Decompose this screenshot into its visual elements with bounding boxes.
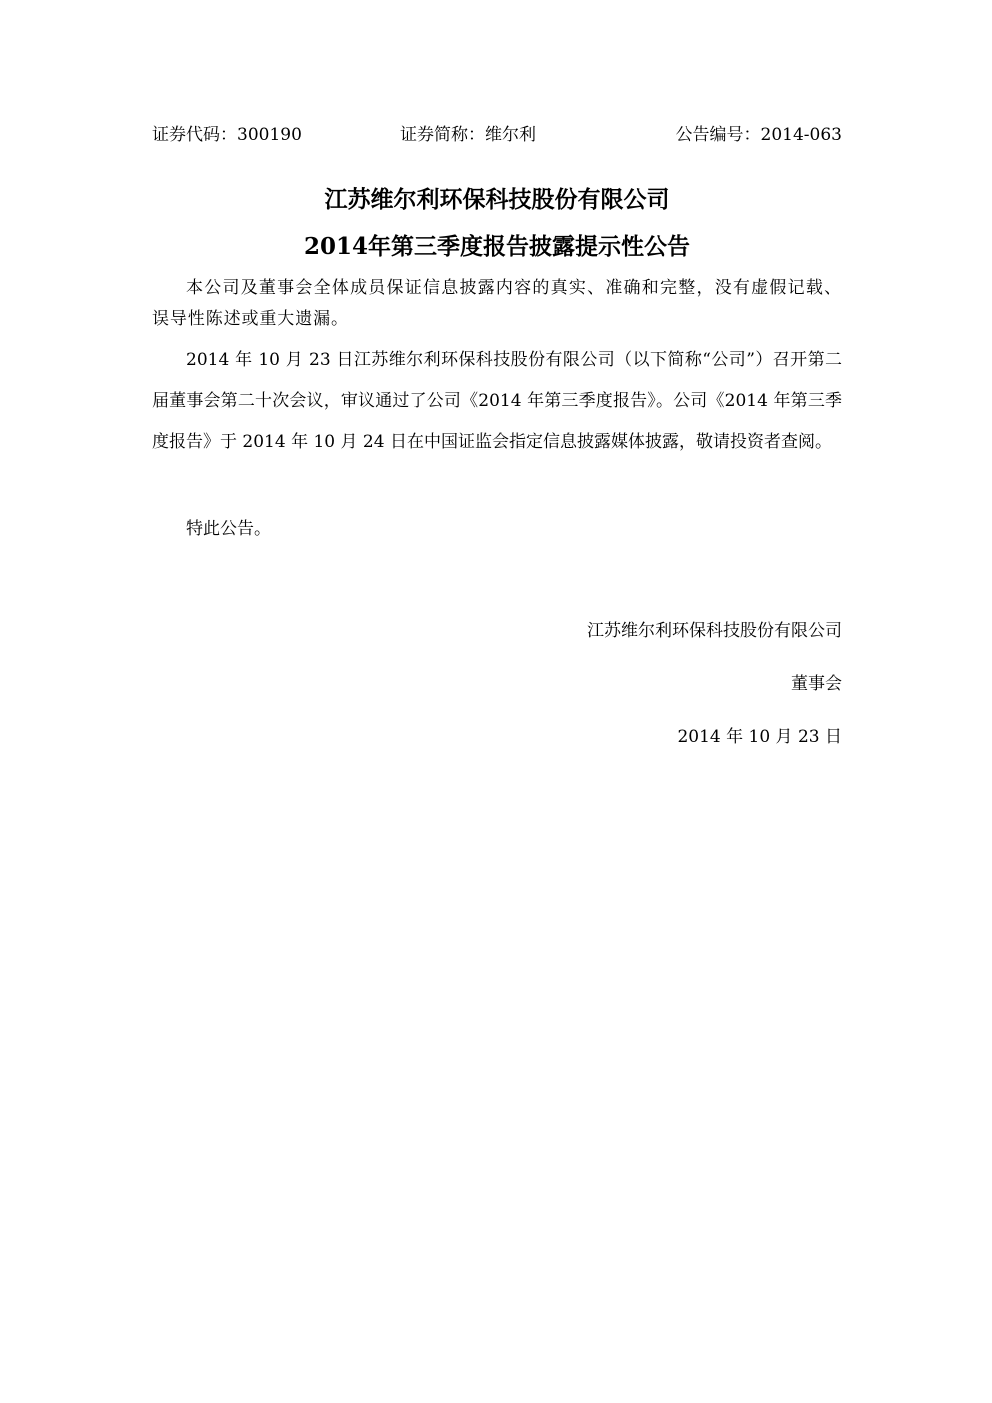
announcement-number: 公告编号：2014-063 [675,125,842,145]
announcement-title: 2014年第三季度报告披露提示性公告 [303,233,690,260]
signature-date: 2014 年 10 月 23 日 [677,727,842,747]
signature-company: 江苏维尔利环保科技股份有限公司 [587,621,842,641]
announcement-header [152,120,842,150]
signature-board: 董事会 [791,674,842,694]
securities-abbreviation: 证券简称：维尔利 [400,125,536,145]
closing-remark: 特此公告。 [186,519,271,539]
disclosure-statement: 本公司及董事会全体成员保证信息披露内容的真实、准确和完整，没有虚假记载、误导性陈述或重大遗漏。 [152,278,842,329]
main-paragraph: 2014 年 10 月 23 日江苏维尔利环保科技股份有限公司（以下简称“公司”）召开第二届董事会第二十次会议，审议通过了公司《2014 年第三季度报告》。公司《2014 年第三季度报告》于 2014 年 10 月 24 日在中国证监会指定信息披露媒体披露，敬请投资者查阅。 [152,350,842,452]
securities-code: 证券代码：300190 [152,125,302,145]
company-title: 江苏维尔利环保科技股份有限公司 [324,186,670,213]
